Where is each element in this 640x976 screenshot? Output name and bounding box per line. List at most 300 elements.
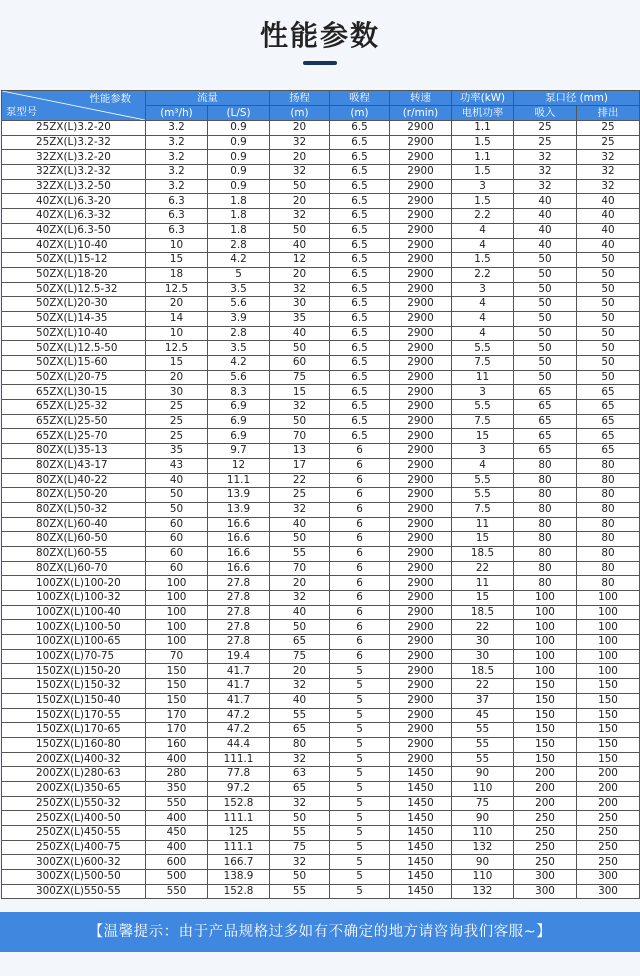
cell-suction: 6.5 (330, 150, 390, 165)
cell-port-out: 50 (577, 253, 640, 268)
cell-port-out: 100 (577, 591, 640, 606)
cell-head: 32 (270, 282, 330, 297)
cell-model: 65ZX(L)25-50 (2, 414, 146, 429)
cell-flow-m3h: 20 (146, 370, 208, 385)
cell-model: 150ZX(L)160-80 (2, 737, 146, 752)
cell-speed: 2900 (390, 121, 452, 136)
cell-port-in: 65 (514, 429, 577, 444)
cell-port-out: 80 (577, 458, 640, 473)
cell-flow-ls: 16.6 (208, 546, 270, 561)
cell-flow-ls: 3.9 (208, 311, 270, 326)
cell-power: 55 (452, 737, 514, 752)
cell-head: 50 (270, 341, 330, 356)
cell-port-out: 80 (577, 502, 640, 517)
cell-speed: 2900 (390, 311, 452, 326)
cell-model: 50ZX(L)15-12 (2, 253, 146, 268)
cell-head: 32 (270, 752, 330, 767)
table-row (2, 194, 640, 209)
cell-port-in: 25 (514, 135, 577, 150)
cell-port-in: 50 (514, 267, 577, 282)
cell-speed: 1450 (390, 840, 452, 855)
cell-head: 13 (270, 444, 330, 459)
cell-port-in: 50 (514, 341, 577, 356)
cell-suction: 6.5 (330, 267, 390, 282)
title-underline (303, 61, 337, 65)
cell-flow-m3h: 10 (146, 326, 208, 341)
cell-model: 80ZX(L)50-20 (2, 488, 146, 503)
cell-flow-ls: 13.9 (208, 502, 270, 517)
cell-port-out: 80 (577, 576, 640, 591)
cell-port-out: 100 (577, 620, 640, 635)
table-row (2, 591, 640, 606)
cell-flow-m3h: 35 (146, 444, 208, 459)
cell-suction: 6 (330, 591, 390, 606)
cell-flow-ls: 41.7 (208, 679, 270, 694)
cell-flow-ls: 27.8 (208, 635, 270, 650)
cell-flow-m3h: 400 (146, 752, 208, 767)
cell-port-out: 100 (577, 605, 640, 620)
cell-port-out: 100 (577, 664, 640, 679)
cell-flow-m3h: 40 (146, 473, 208, 488)
cell-model: 200ZX(L)350-65 (2, 781, 146, 796)
cell-power: 4 (452, 458, 514, 473)
cell-suction: 5 (330, 796, 390, 811)
cell-head: 40 (270, 517, 330, 532)
cell-port-out: 300 (577, 870, 640, 885)
cell-port-out: 80 (577, 488, 640, 503)
table-row (2, 253, 640, 268)
cell-head: 75 (270, 649, 330, 664)
header-flow: 流量 (146, 91, 270, 106)
table-row (2, 708, 640, 723)
cell-flow-ls: 27.8 (208, 591, 270, 606)
cell-suction: 6.5 (330, 165, 390, 180)
cell-model: 80ZX(L)60-70 (2, 561, 146, 576)
table-header (2, 91, 640, 121)
cell-power: 5.5 (452, 341, 514, 356)
cell-flow-ls: 97.2 (208, 781, 270, 796)
cell-speed: 2900 (390, 635, 452, 650)
cell-suction: 5 (330, 679, 390, 694)
cell-port-in: 100 (514, 649, 577, 664)
cell-flow-ls: 4.2 (208, 356, 270, 371)
table-row (2, 840, 640, 855)
table-row (2, 546, 640, 561)
cell-power: 3 (452, 179, 514, 194)
cell-speed: 2900 (390, 664, 452, 679)
cell-model: 100ZX(L)100-20 (2, 576, 146, 591)
cell-port-out: 150 (577, 679, 640, 694)
cell-suction: 5 (330, 826, 390, 841)
cell-flow-m3h: 400 (146, 840, 208, 855)
cell-model: 200ZX(L)280-63 (2, 767, 146, 782)
table-row (2, 179, 640, 194)
cell-flow-m3h: 100 (146, 576, 208, 591)
cell-flow-m3h: 150 (146, 664, 208, 679)
cell-model: 32ZX(L)3.2-20 (2, 150, 146, 165)
cell-flow-ls: 0.9 (208, 179, 270, 194)
cell-flow-ls: 166.7 (208, 855, 270, 870)
cell-model: 250ZX(L)400-75 (2, 840, 146, 855)
cell-flow-ls: 5 (208, 267, 270, 282)
cell-port-in: 80 (514, 473, 577, 488)
cell-power: 5.5 (452, 473, 514, 488)
cell-port-out: 40 (577, 223, 640, 238)
cell-port-out: 50 (577, 267, 640, 282)
cell-model: 50ZX(L)12.5-32 (2, 282, 146, 297)
cell-port-in: 40 (514, 223, 577, 238)
cell-port-out: 50 (577, 297, 640, 312)
cell-flow-m3h: 160 (146, 737, 208, 752)
table-row (2, 488, 640, 503)
cell-flow-m3h: 15 (146, 356, 208, 371)
cell-power: 1.1 (452, 150, 514, 165)
cell-speed: 2900 (390, 400, 452, 415)
cell-head: 40 (270, 605, 330, 620)
table-row (2, 414, 640, 429)
cell-flow-m3h: 6.3 (146, 223, 208, 238)
cell-port-in: 40 (514, 209, 577, 224)
cell-model: 150ZX(L)150-32 (2, 679, 146, 694)
cell-speed: 2900 (390, 414, 452, 429)
cell-suction: 6.5 (330, 253, 390, 268)
cell-port-out: 100 (577, 635, 640, 650)
cell-model: 300ZX(L)550-55 (2, 884, 146, 899)
cell-port-out: 50 (577, 356, 640, 371)
header-suction: 吸程 (330, 91, 390, 106)
table-row (2, 121, 640, 136)
cell-port-in: 65 (514, 444, 577, 459)
cell-suction: 6 (330, 488, 390, 503)
cell-suction: 6 (330, 635, 390, 650)
cell-flow-ls: 111.1 (208, 840, 270, 855)
table-row (2, 326, 640, 341)
cell-suction: 6.5 (330, 311, 390, 326)
cell-port-in: 65 (514, 414, 577, 429)
cell-port-in: 50 (514, 356, 577, 371)
cell-flow-ls: 5.6 (208, 370, 270, 385)
cell-port-in: 200 (514, 781, 577, 796)
table-body (2, 121, 640, 899)
cell-port-out: 200 (577, 781, 640, 796)
cell-flow-m3h: 3.2 (146, 135, 208, 150)
cell-flow-ls: 47.2 (208, 723, 270, 738)
cell-power: 1.5 (452, 253, 514, 268)
cell-suction: 6 (330, 649, 390, 664)
cell-head: 75 (270, 370, 330, 385)
cell-suction: 6.5 (330, 194, 390, 209)
table-row (2, 752, 640, 767)
cell-power: 55 (452, 752, 514, 767)
cell-flow-ls: 13.9 (208, 488, 270, 503)
header-diagonal-cell (2, 91, 146, 121)
table-row (2, 429, 640, 444)
cell-flow-ls: 1.8 (208, 194, 270, 209)
cell-speed: 2900 (390, 282, 452, 297)
cell-port-out: 80 (577, 546, 640, 561)
cell-model: 250ZX(L)550-32 (2, 796, 146, 811)
cell-speed: 1450 (390, 811, 452, 826)
cell-flow-ls: 111.1 (208, 811, 270, 826)
cell-speed: 2900 (390, 209, 452, 224)
cell-power: 15 (452, 532, 514, 547)
cell-speed: 2900 (390, 561, 452, 576)
cell-power: 3 (452, 385, 514, 400)
cell-port-out: 150 (577, 693, 640, 708)
cell-head: 20 (270, 267, 330, 282)
cell-flow-ls: 0.9 (208, 121, 270, 136)
table-row (2, 444, 640, 459)
cell-flow-ls: 16.6 (208, 517, 270, 532)
cell-power: 22 (452, 679, 514, 694)
cell-head: 12 (270, 253, 330, 268)
cell-power: 90 (452, 767, 514, 782)
cell-speed: 2900 (390, 708, 452, 723)
cell-port-in: 100 (514, 620, 577, 635)
cell-head: 32 (270, 502, 330, 517)
cell-flow-ls: 16.6 (208, 532, 270, 547)
cell-suction: 5 (330, 811, 390, 826)
cell-power: 5.5 (452, 400, 514, 415)
cell-head: 55 (270, 884, 330, 899)
cell-port-in: 150 (514, 752, 577, 767)
cell-speed: 2900 (390, 620, 452, 635)
cell-speed: 2900 (390, 723, 452, 738)
cell-model: 80ZX(L)60-55 (2, 546, 146, 561)
cell-port-out: 80 (577, 517, 640, 532)
cell-port-out: 65 (577, 444, 640, 459)
cell-speed: 2900 (390, 576, 452, 591)
cell-port-out: 80 (577, 473, 640, 488)
cell-speed: 2900 (390, 649, 452, 664)
cell-port-out: 80 (577, 532, 640, 547)
cell-speed: 1450 (390, 826, 452, 841)
table-row (2, 297, 640, 312)
cell-port-in: 32 (514, 179, 577, 194)
cell-port-out: 200 (577, 796, 640, 811)
cell-flow-m3h: 12.5 (146, 341, 208, 356)
header-power-sub: 电机功率 (452, 106, 514, 121)
cell-suction: 6.5 (330, 385, 390, 400)
cell-model: 50ZX(L)15-60 (2, 356, 146, 371)
cell-model: 250ZX(L)450-55 (2, 826, 146, 841)
cell-port-out: 65 (577, 385, 640, 400)
cell-power: 22 (452, 620, 514, 635)
cell-suction: 6.5 (330, 209, 390, 224)
table-row (2, 737, 640, 752)
cell-flow-ls: 41.7 (208, 664, 270, 679)
cell-speed: 1450 (390, 870, 452, 885)
cell-flow-ls: 41.7 (208, 693, 270, 708)
cell-port-in: 50 (514, 326, 577, 341)
header-power: 功率(kW) (452, 91, 514, 106)
cell-flow-m3h: 25 (146, 414, 208, 429)
cell-flow-ls: 125 (208, 826, 270, 841)
cell-speed: 2900 (390, 605, 452, 620)
table-row (2, 620, 640, 635)
cell-port-in: 100 (514, 635, 577, 650)
cell-port-out: 65 (577, 400, 640, 415)
cell-port-in: 40 (514, 194, 577, 209)
cell-port-in: 65 (514, 385, 577, 400)
cell-speed: 2900 (390, 297, 452, 312)
cell-port-in: 300 (514, 884, 577, 899)
cell-suction: 6.5 (330, 326, 390, 341)
cell-power: 4 (452, 311, 514, 326)
footer-notice: 【温馨提示：由于产品规格过多如有不确定的地方请咨询我们客服~】 (0, 912, 640, 952)
cell-flow-m3h: 25 (146, 400, 208, 415)
cell-model: 80ZX(L)50-32 (2, 502, 146, 517)
cell-head: 35 (270, 311, 330, 326)
cell-power: 1.1 (452, 121, 514, 136)
cell-port-in: 150 (514, 679, 577, 694)
cell-port-in: 150 (514, 737, 577, 752)
table-row (2, 561, 640, 576)
cell-port-in: 150 (514, 723, 577, 738)
cell-speed: 2900 (390, 179, 452, 194)
cell-head: 32 (270, 591, 330, 606)
cell-port-out: 50 (577, 370, 640, 385)
cell-flow-m3h: 6.3 (146, 194, 208, 209)
cell-head: 55 (270, 708, 330, 723)
cell-speed: 2900 (390, 458, 452, 473)
cell-power: 4 (452, 238, 514, 253)
cell-flow-m3h: 100 (146, 635, 208, 650)
cell-port-in: 200 (514, 767, 577, 782)
cell-port-in: 50 (514, 311, 577, 326)
cell-head: 20 (270, 121, 330, 136)
cell-power: 18.5 (452, 546, 514, 561)
table-row (2, 855, 640, 870)
cell-port-out: 150 (577, 737, 640, 752)
cell-flow-m3h: 3.2 (146, 179, 208, 194)
cell-port-in: 150 (514, 708, 577, 723)
cell-head: 60 (270, 356, 330, 371)
cell-suction: 6.5 (330, 414, 390, 429)
cell-power: 18.5 (452, 664, 514, 679)
cell-suction: 6 (330, 546, 390, 561)
table-row (2, 767, 640, 782)
cell-head: 40 (270, 693, 330, 708)
cell-flow-m3h: 3.2 (146, 121, 208, 136)
cell-speed: 2900 (390, 693, 452, 708)
cell-flow-m3h: 600 (146, 855, 208, 870)
cell-suction: 6 (330, 620, 390, 635)
cell-flow-m3h: 450 (146, 826, 208, 841)
cell-power: 11 (452, 517, 514, 532)
cell-flow-ls: 138.9 (208, 870, 270, 885)
cell-speed: 2900 (390, 253, 452, 268)
cell-port-in: 32 (514, 165, 577, 180)
cell-power: 90 (452, 811, 514, 826)
table-row (2, 165, 640, 180)
cell-speed: 2900 (390, 444, 452, 459)
cell-model: 50ZX(L)10-40 (2, 326, 146, 341)
cell-head: 20 (270, 150, 330, 165)
cell-port-out: 250 (577, 826, 640, 841)
cell-power: 4 (452, 223, 514, 238)
cell-suction: 6 (330, 444, 390, 459)
cell-head: 20 (270, 576, 330, 591)
cell-port-out: 250 (577, 840, 640, 855)
cell-model: 50ZX(L)20-75 (2, 370, 146, 385)
cell-power: 7.5 (452, 356, 514, 371)
cell-head: 32 (270, 679, 330, 694)
cell-model: 50ZX(L)12.5-50 (2, 341, 146, 356)
cell-speed: 1450 (390, 796, 452, 811)
cell-head: 22 (270, 473, 330, 488)
table-row (2, 400, 640, 415)
cell-port-in: 250 (514, 826, 577, 841)
cell-flow-ls: 152.8 (208, 796, 270, 811)
table-row (2, 796, 640, 811)
table-row (2, 870, 640, 885)
cell-port-out: 300 (577, 884, 640, 899)
cell-model: 80ZX(L)35-13 (2, 444, 146, 459)
cell-power: 1.5 (452, 165, 514, 180)
cell-power: 30 (452, 635, 514, 650)
cell-power: 1.5 (452, 135, 514, 150)
cell-flow-m3h: 400 (146, 811, 208, 826)
cell-flow-m3h: 70 (146, 649, 208, 664)
header-head-unit: (m) (270, 106, 330, 121)
cell-head: 50 (270, 620, 330, 635)
table-row (2, 311, 640, 326)
cell-flow-ls: 27.8 (208, 620, 270, 635)
cell-head: 50 (270, 179, 330, 194)
cell-flow-ls: 11.1 (208, 473, 270, 488)
cell-model: 150ZX(L)150-40 (2, 693, 146, 708)
cell-head: 80 (270, 737, 330, 752)
cell-power: 7.5 (452, 502, 514, 517)
cell-speed: 2900 (390, 223, 452, 238)
cell-head: 70 (270, 561, 330, 576)
header-model-label: 泵型号 (6, 106, 38, 118)
cell-port-out: 150 (577, 723, 640, 738)
cell-speed: 2900 (390, 356, 452, 371)
cell-suction: 6 (330, 561, 390, 576)
table-row (2, 517, 640, 532)
cell-flow-m3h: 100 (146, 605, 208, 620)
cell-flow-m3h: 12.5 (146, 282, 208, 297)
cell-port-out: 25 (577, 121, 640, 136)
cell-flow-m3h: 43 (146, 458, 208, 473)
cell-speed: 2900 (390, 532, 452, 547)
cell-flow-ls: 19.4 (208, 649, 270, 664)
cell-power: 2.2 (452, 209, 514, 224)
cell-suction: 6 (330, 605, 390, 620)
cell-port-in: 200 (514, 796, 577, 811)
header-speed-unit: (r/min) (390, 106, 452, 121)
cell-power: 132 (452, 840, 514, 855)
cell-head: 32 (270, 400, 330, 415)
cell-head: 32 (270, 165, 330, 180)
cell-flow-m3h: 3.2 (146, 165, 208, 180)
cell-head: 40 (270, 326, 330, 341)
cell-model: 65ZX(L)25-32 (2, 400, 146, 415)
cell-suction: 6 (330, 532, 390, 547)
cell-speed: 1450 (390, 767, 452, 782)
cell-suction: 6 (330, 473, 390, 488)
table-row (2, 811, 640, 826)
cell-flow-m3h: 500 (146, 870, 208, 885)
page-title: 性能参数 (259, 19, 380, 52)
table-row (2, 664, 640, 679)
cell-suction: 5 (330, 693, 390, 708)
cell-model: 80ZX(L)60-50 (2, 532, 146, 547)
table-row (2, 341, 640, 356)
cell-suction: 6.5 (330, 135, 390, 150)
